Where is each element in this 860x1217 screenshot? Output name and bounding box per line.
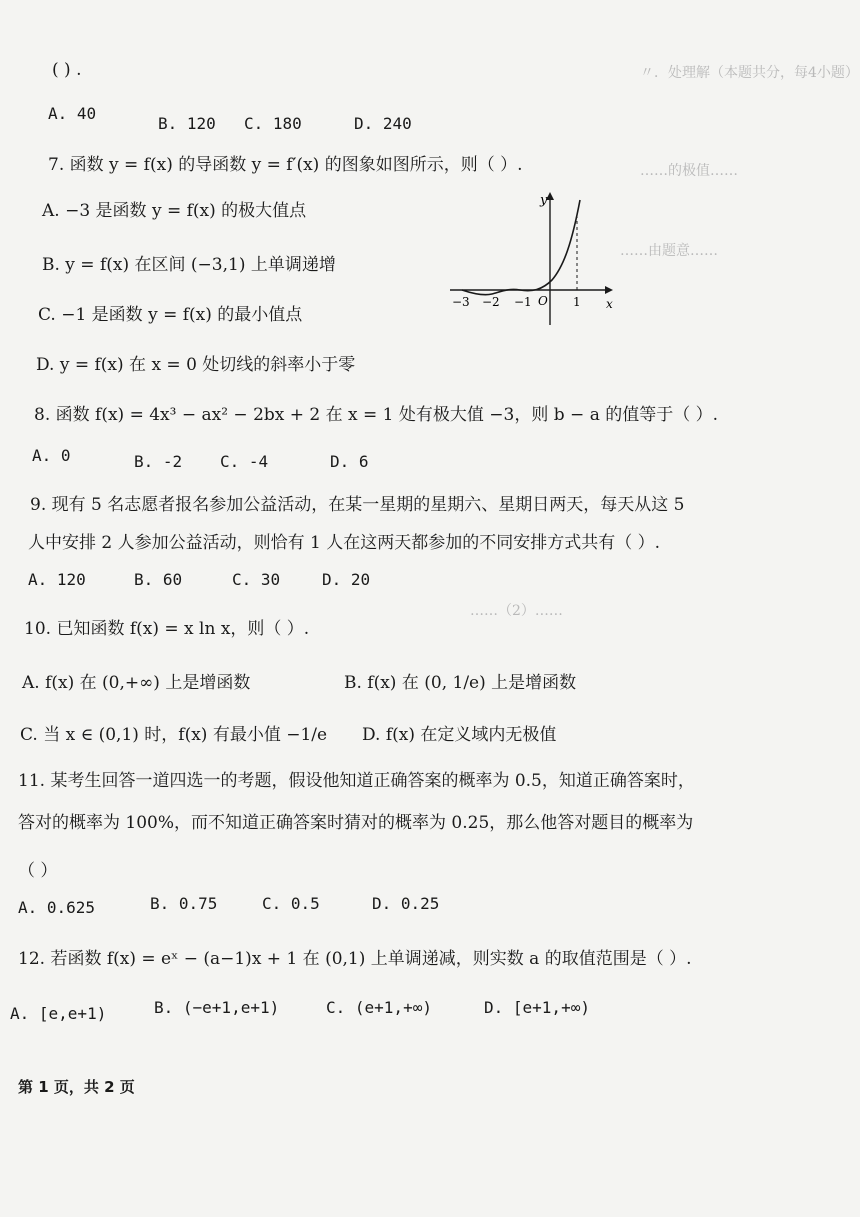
y-axis-label: y (540, 193, 548, 208)
q9-option-b: B. 60 (134, 570, 183, 589)
q8-option-a: A. 0 (32, 446, 71, 465)
q12-option-a: A. [e,e+1) (10, 1004, 107, 1023)
bleed-through-text: ……由题意…… (620, 243, 718, 259)
prev-question-tail: ( ) . (52, 60, 82, 80)
derivative-graph (440, 190, 620, 330)
tick-label-neg3: −3 (452, 295, 470, 309)
bleed-through-text: 〃．处理解（本题共分，每4小题） (640, 65, 859, 81)
q10-stem: 10. 已知函数 f(x) = x ln x，则（ ）. (24, 619, 310, 639)
q11-stem-line2: 答对的概率为 100%，而不知道正确答案时猜对的概率为 0.25，那么他答对题目的概率为 (18, 813, 694, 833)
origin-label: O (538, 294, 548, 308)
q9-option-c: C. 30 (232, 570, 281, 589)
q12-option-d: D. [e+1,+∞) (484, 998, 590, 1017)
q10-option-a: A. f(x) 在 (0,+∞) 上是增函数 (22, 673, 251, 693)
q10-option-d: D. f(x) 在定义域内无极值 (362, 725, 557, 745)
bleed-through-text: ……（2）…… (470, 603, 563, 619)
q7-option-a: A. −3 是函数 y = f(x) 的极大值点 (42, 201, 307, 221)
q7-option-c: C. −1 是函数 y = f(x) 的最小值点 (38, 305, 303, 325)
q12-option-c: C. (e+1,+∞) (326, 998, 432, 1017)
q8-stem: 8. 函数 f(x) = 4x³ − ax² − 2bx + 2 在 x = 1 处有极大值 −3，则 b − a 的值等于（ ）. (34, 405, 719, 425)
q12-stem: 12. 若函数 f(x) = eˣ − (a−1)x + 1 在 (0,1) 上单调递减，则实数 a 的取值范围是（ ）. (18, 949, 692, 969)
q11-stem-line1: 11. 某考生回答一道四选一的考题，假设他知道正确答案的概率为 0.5，知道正确答案时， (18, 771, 695, 791)
q7-option-b: B. y = f(x) 在区间 (−3,1) 上单调递增 (42, 255, 336, 275)
q8-option-d: D. 6 (330, 452, 369, 471)
tick-label-neg2: −2 (482, 295, 500, 309)
prev-option-b: B. 120 (158, 114, 216, 133)
q10-option-c: C. 当 x ∈ (0,1) 时，f(x) 有最小值 −1/e (20, 725, 328, 745)
prev-option-c: C. 180 (244, 114, 302, 133)
q9-option-a: A. 120 (28, 570, 86, 589)
q7-option-d: D. y = f(x) 在 x = 0 处切线的斜率小于零 (36, 355, 356, 375)
q11-stem-line3: （ ） (18, 861, 58, 881)
q9-stem-line1: 9. 现有 5 名志愿者报名参加公益活动，在某一星期的星期六、星期日两天，每天从这 5 (30, 495, 685, 515)
q8-option-b: B. -2 (134, 452, 183, 471)
x-axis-label: x (606, 297, 613, 311)
tick-label-neg1: −1 (514, 295, 532, 309)
q9-stem-line2: 人中安排 2 人参加公益活动，则恰有 1 人在这两天都参加的不同安排方式共有（ ）. (28, 533, 661, 553)
q8-option-c: C. -4 (220, 452, 269, 471)
q10-option-b: B. f(x) 在 (0, 1/e) 上是增函数 (344, 673, 577, 693)
x-axis-arrow (605, 286, 613, 294)
page-footer: 第 1 页，共 2 页 (18, 1078, 135, 1096)
derivative-curve (462, 200, 580, 295)
q9-option-d: D. 20 (322, 570, 371, 589)
q11-option-d: D. 0.25 (372, 894, 440, 913)
bleed-through-text: ……的极值…… (640, 163, 738, 179)
q7-stem: 7. 函数 y = f(x) 的导函数 y = f′(x) 的图象如图所示，则（ ）. (48, 155, 523, 175)
prev-option-d: D. 240 (354, 114, 412, 133)
q11-option-b: B. 0.75 (150, 894, 218, 913)
q12-option-b: B. (−e+1,e+1) (154, 998, 280, 1017)
q11-option-c: C. 0.5 (262, 894, 320, 913)
prev-option-a: A. 40 (48, 104, 97, 123)
q11-option-a: A. 0.625 (18, 898, 96, 917)
tick-label-1: 1 (573, 295, 581, 309)
